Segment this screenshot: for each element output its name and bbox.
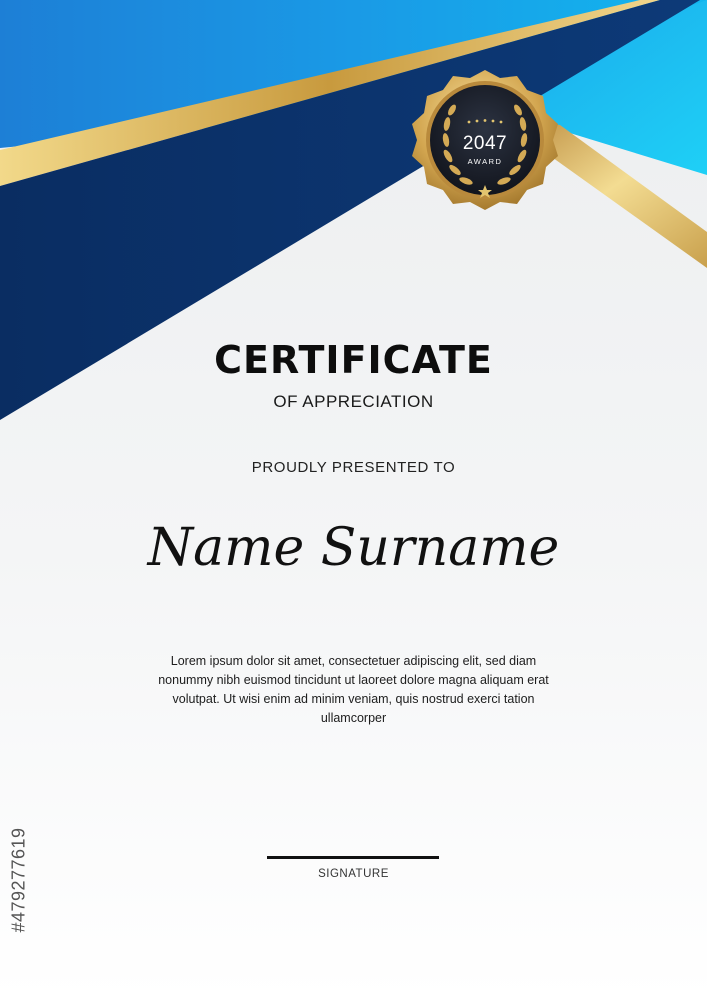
certificate-title: CERTIFICATE — [214, 338, 493, 382]
signature-line — [267, 856, 439, 859]
signature-label: SIGNATURE — [318, 868, 389, 880]
recipient-name: Name Surname — [147, 518, 560, 578]
badge-label: AWARD — [467, 157, 503, 166]
certificate-subtitle: OF APPRECIATION — [273, 392, 434, 411]
stock-id-watermark — [6, 770, 32, 990]
body-paragraph: Lorem ipsum dolor sit amet, consectetuer adipiscing elit, sed diam nonummy nibh euismod tincidunt ut laoreet dolore magna aliquam erat volutpat. Ut wisi enim ad minim veniam, quis nostrud exerci tation ullamcorper — [158, 654, 549, 725]
stock-id-text: #479277619 — [8, 827, 29, 933]
badge-year: 2047 — [462, 133, 508, 154]
presented-to-label: PROUDLY PRESENTED TO — [251, 459, 456, 476]
